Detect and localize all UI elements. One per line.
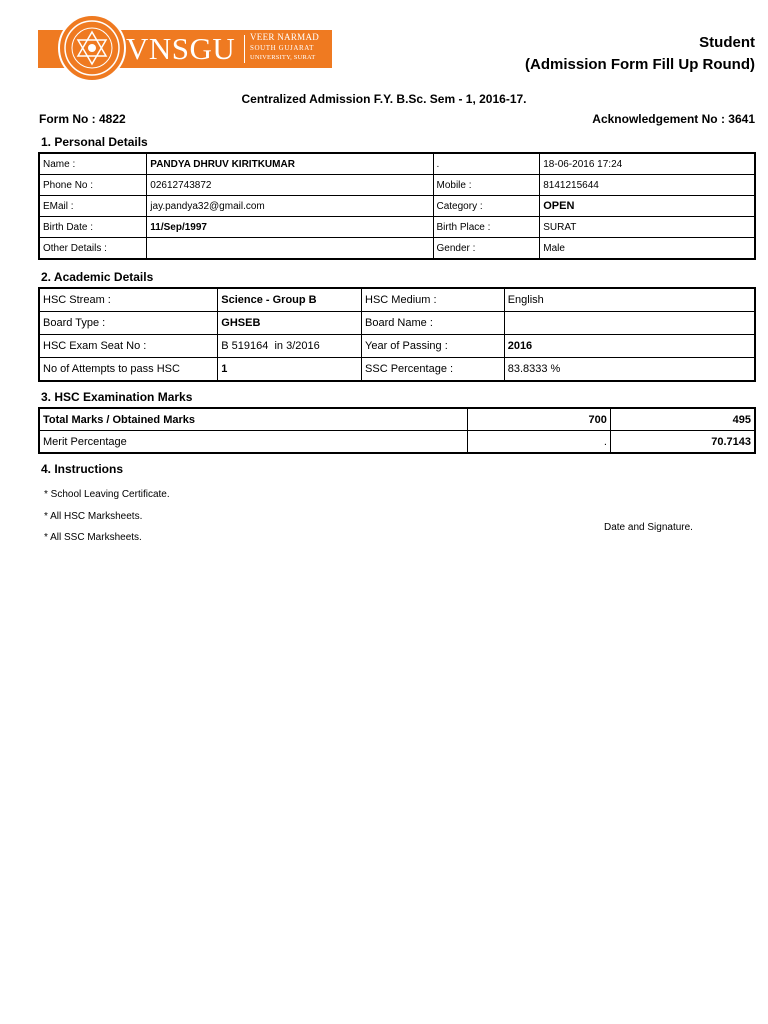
instruction-item: * All SSC Marksheets. xyxy=(44,532,142,543)
hsc-medium-label: HSC Medium : xyxy=(362,288,505,312)
instruction-item: * All HSC Marksheets. xyxy=(44,511,143,522)
academic-details-table xyxy=(38,287,756,382)
form-number: Form No : 4822 xyxy=(39,112,126,126)
year-value: 2016 xyxy=(504,335,755,358)
year-label: Year of Passing : xyxy=(362,335,505,358)
merit-dot: . xyxy=(468,431,611,454)
logo-sub-line1: VEER NARMAD xyxy=(250,32,320,42)
table-row xyxy=(39,312,755,335)
logo-sub-line2: SOUTH GUJARAT xyxy=(250,44,314,52)
submission-datetime: 18-06-2016 17:24 xyxy=(540,153,755,175)
admission-title: Centralized Admission F.Y. B.Sc. Sem - 1, 2016-17. xyxy=(241,92,527,106)
dot-label: . xyxy=(433,153,540,175)
personal-details-heading: 1. Personal Details xyxy=(41,135,148,149)
merit-percentage-value: 70.7143 xyxy=(610,431,755,454)
gender-value: Male xyxy=(540,238,755,260)
hsc-medium-value: English xyxy=(504,288,755,312)
hsc-stream-value: Science - Group B xyxy=(218,288,362,312)
mobile-label: Mobile : xyxy=(433,175,540,196)
instruction-item: * School Leaving Certificate. xyxy=(44,489,170,500)
other-details-label: Other Details : xyxy=(39,238,147,260)
birthplace-label: Birth Place : xyxy=(433,217,540,238)
obtained-marks-value: 495 xyxy=(610,408,755,431)
total-marks-value: 700 xyxy=(468,408,611,431)
table-row xyxy=(39,288,755,312)
category-label: Category : xyxy=(433,196,540,217)
board-type-label: Board Type : xyxy=(39,312,218,335)
date-and-signature: Date and Signature. xyxy=(604,522,693,533)
table-row xyxy=(39,217,755,238)
table-row xyxy=(39,153,755,175)
category-value: OPEN xyxy=(540,196,755,217)
title-line2: (Admission Form Fill Up Round) xyxy=(525,56,755,73)
university-seal-icon xyxy=(58,14,126,82)
table-row xyxy=(39,238,755,260)
table-row xyxy=(39,335,755,358)
birthdate-label: Birth Date : xyxy=(39,217,147,238)
seat-no-value: B 519164 in 3/2016 xyxy=(218,335,362,358)
logo-text: VNSGU xyxy=(126,31,236,66)
name-value: PANDYA DHRUV KIRITKUMAR xyxy=(147,153,433,175)
total-marks-label: Total Marks / Obtained Marks xyxy=(39,408,468,431)
university-logo xyxy=(38,14,332,82)
gender-label: Gender : xyxy=(433,238,540,260)
merit-percentage-label: Merit Percentage xyxy=(39,431,468,454)
other-details-value xyxy=(147,238,433,260)
hsc-marks-heading: 3. HSC Examination Marks xyxy=(41,390,193,404)
board-type-value: GHSEB xyxy=(218,312,362,335)
table-row xyxy=(39,408,755,431)
ssc-percentage-value: 83.8333 % xyxy=(504,358,755,382)
academic-details-heading: 2. Academic Details xyxy=(41,270,154,284)
title-line1: Student xyxy=(699,34,755,51)
personal-details-table xyxy=(38,152,756,260)
email-label: EMail : xyxy=(39,196,147,217)
attempts-label: No of Attempts to pass HSC xyxy=(39,358,218,382)
table-row xyxy=(39,358,755,382)
table-row xyxy=(39,431,755,454)
table-row xyxy=(39,196,755,217)
logo-sub-line3: UNIVERSITY, SURAT xyxy=(250,54,316,61)
board-name-label: Board Name : xyxy=(362,312,505,335)
hsc-marks-table xyxy=(38,407,756,454)
name-label: Name : xyxy=(39,153,147,175)
hsc-stream-label: HSC Stream : xyxy=(39,288,218,312)
phone-label: Phone No : xyxy=(39,175,147,196)
instructions-heading: 4. Instructions xyxy=(41,462,124,476)
document-title xyxy=(525,32,755,76)
logo-subtitle xyxy=(250,33,319,62)
birthplace-value: SURAT xyxy=(540,217,755,238)
attempts-value: 1 xyxy=(218,358,362,382)
board-name-value xyxy=(504,312,755,335)
acknowledgement-number: Acknowledgement No : 3641 xyxy=(592,112,755,126)
mobile-value: 8141215644 xyxy=(540,175,755,196)
seat-no-label: HSC Exam Seat No : xyxy=(39,335,218,358)
email-value: jay.pandya32@gmail.com xyxy=(147,196,433,217)
ssc-percentage-label: SSC Percentage : xyxy=(362,358,505,382)
birthdate-value: 11/Sep/1997 xyxy=(147,217,433,238)
phone-value: 02612743872 xyxy=(147,175,433,196)
table-row xyxy=(39,175,755,196)
logo-divider xyxy=(244,35,245,63)
